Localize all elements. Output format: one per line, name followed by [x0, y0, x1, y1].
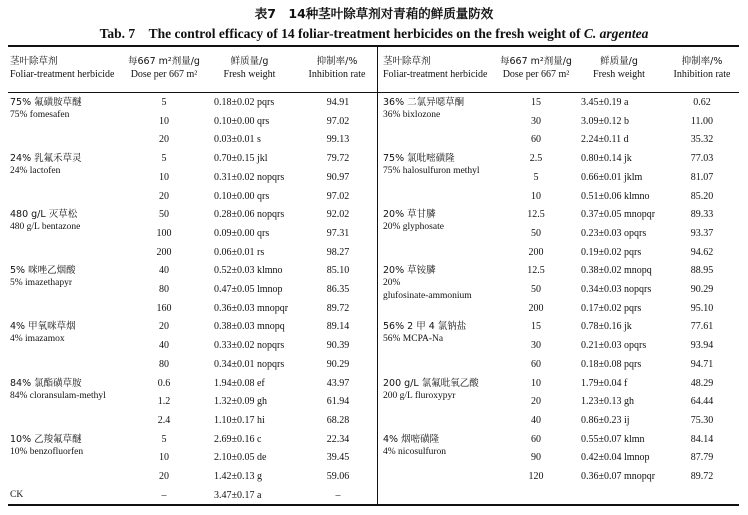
fresh-weight-cell: 0.28±0.06 nopqrs [214, 209, 285, 221]
dose-cell: 10 [159, 452, 169, 464]
fresh-weight-cell: 0.37±0.05 mnopqr [581, 209, 656, 221]
header-dose-en: Dose per 667 m² [130, 69, 198, 80]
inhibition-cell: 94.62 [690, 246, 714, 258]
table-caption-en [0, 22, 748, 42]
inhibition-cell: 89.72 [690, 471, 714, 482]
herbicide-name-en: 24% lactofen [10, 166, 61, 177]
dose-cell: 80 [159, 358, 169, 370]
header-fw-cn: 鲜质量/g [600, 56, 638, 67]
dose-cell: 120 [528, 471, 544, 482]
dose-cell: 160 [156, 302, 172, 314]
inhibition-cell: 64.44 [690, 396, 714, 408]
herbicide-name [383, 433, 495, 459]
dose-cell: 50 [531, 284, 541, 295]
dose-cell: 50 [159, 209, 169, 221]
inhibition-cell: 93.37 [690, 227, 714, 239]
caption-en-text: Tab. 7 The control efficacy of 14 foliar-treatment herbicides on the fresh weight of [99, 26, 584, 41]
herbicide-name [383, 96, 495, 122]
inhibition-cell: 79.72 [326, 153, 350, 165]
header-dose-left [128, 55, 200, 81]
header-inh-cn: 抑制率/% [681, 56, 723, 67]
herbicide-name-en: 36% bixlozone [383, 110, 441, 120]
dose-cell: 60 [531, 433, 541, 445]
dose-cell: 12.5 [527, 265, 545, 277]
herbicide-name-cn: 84% 氯酯磺草胺 [10, 377, 82, 389]
header-dose-en: Dose per 667 m² [502, 69, 570, 80]
fresh-weight-cell: 0.86±0.23 ij [581, 414, 630, 426]
dose-cell: 5 [533, 171, 539, 183]
herbicide-name-cn: 20% 草铵膦 [383, 265, 436, 277]
inhibition-cell: 90.39 [326, 340, 350, 352]
inhibition-cell: 90.29 [690, 284, 714, 295]
fresh-weight-cell: 1.79±0.04 f [581, 377, 628, 389]
fresh-weight-cell: 2.69±0.16 c [214, 433, 262, 445]
herbicide-name-en: 84% cloransulam-methyl [10, 390, 106, 401]
inhibition-cell: 97.02 [326, 190, 350, 202]
inhibition-cell: 88.95 [690, 265, 714, 277]
herbicide-name [383, 377, 495, 403]
dose-cell: 40 [159, 265, 169, 277]
header-dose-cn: 每667 m²剂量/g [128, 56, 200, 67]
inhibition-cell: 77.61 [690, 321, 714, 333]
herbicide-name-en: CK [10, 489, 24, 500]
fresh-weight-cell: 0.52±0.03 klmno [214, 265, 283, 277]
herbicide-name-en: 75% fomesafen [10, 110, 70, 120]
inhibition-cell: 89.14 [326, 321, 350, 333]
table-caption-cn: 表7 14种茎叶除草剂对青葙的鲜质量防效 [254, 6, 494, 21]
inhibition-cell: 90.29 [326, 358, 350, 370]
header-inh-en: Inhibition rate [308, 69, 366, 80]
fresh-weight-cell: 0.47±0.05 lmnop [214, 284, 283, 295]
inhibition-cell: 89.72 [326, 302, 350, 314]
dose-cell: 40 [531, 414, 541, 426]
dose-cell: 90 [531, 452, 541, 464]
herbicide-name-en: 20% glyphosate [383, 222, 444, 233]
herbicide-name-en: 5% imazethapyr [10, 278, 72, 289]
inhibition-cell: – [335, 489, 341, 501]
fresh-weight-cell: 0.03±0.01 s [214, 134, 261, 146]
fresh-weight-cell: 0.21±0.03 opqrs [581, 340, 647, 352]
dose-cell: 15 [531, 321, 541, 333]
caption-species: C. argentea [583, 26, 649, 41]
dose-cell: 20 [159, 190, 169, 202]
fresh-weight-cell: 0.09±0.00 qrs [214, 227, 270, 239]
inhibition-cell: 94.91 [326, 97, 350, 108]
dose-cell: 40 [159, 340, 169, 352]
fresh-weight-cell: 0.36±0.07 mnopqr [581, 471, 656, 482]
fresh-weight-cell: 0.10±0.00 qrs [214, 190, 270, 202]
herbicide-name-en: 20% [383, 278, 401, 289]
fresh-weight-cell: 0.55±0.07 klmn [581, 433, 645, 445]
herbicide-name [10, 96, 125, 122]
inhibition-cell: 94.71 [690, 358, 714, 370]
header-dose-cn: 每667 m²剂量/g [500, 56, 572, 67]
header-fw-cn: 鲜质量/g [230, 56, 269, 67]
herbicide-name-cn: 4% 烟嘧磺隆 [383, 433, 440, 445]
inhibition-cell: 93.94 [690, 340, 714, 352]
inhibition-cell: 48.29 [690, 377, 714, 389]
herbicide-name-cn: 5% 咪唑乙烟酸 [10, 265, 76, 277]
fresh-weight-cell: 1.32±0.09 gh [214, 396, 267, 408]
dose-cell: 80 [159, 284, 169, 295]
inhibition-cell: 97.31 [326, 227, 350, 239]
herbicide-name [383, 208, 495, 234]
bottom-rule [8, 504, 739, 506]
herbicide-name-cn: 75% 氯吡嘧磺隆 [383, 153, 455, 165]
header-herbicide-left [10, 55, 125, 81]
inhibition-cell: 87.79 [690, 452, 714, 464]
inhibition-cell: 95.10 [690, 302, 714, 314]
herbicide-name-en: 200 g/L fluroxypyr [383, 390, 456, 401]
inhibition-cell: 77.03 [690, 153, 714, 165]
herbicide-name-cn: 36% 二氯异噁草酮 [383, 97, 465, 108]
dose-cell: 200 [156, 246, 172, 258]
fresh-weight-cell: 0.17±0.02 pqrs [581, 302, 642, 314]
header-inh-en: Inhibition rate [673, 69, 731, 80]
fresh-weight-cell: 0.66±0.01 jklm [581, 171, 643, 183]
herbicide-name-cn: 20% 草甘膦 [383, 209, 436, 221]
inhibition-cell: 22.34 [326, 433, 350, 445]
fresh-weight-cell: 0.34±0.01 nopqrs [214, 358, 285, 370]
herbicide-name [383, 320, 495, 346]
dose-cell: 5 [161, 433, 167, 445]
fresh-weight-cell: 3.47±0.17 a [214, 489, 262, 501]
fresh-weight-cell: 0.19±0.02 pqrs [581, 246, 642, 258]
dose-cell: 50 [531, 227, 541, 239]
inhibition-cell: 84.14 [690, 433, 714, 445]
inhibition-cell: 68.28 [326, 414, 350, 426]
inhibition-cell: 0.62 [693, 97, 711, 108]
fresh-weight-cell: 2.24±0.11 d [581, 134, 629, 146]
dose-cell: 10 [531, 190, 541, 202]
herbicide-name [383, 152, 495, 178]
fresh-weight-cell: 1.23±0.13 gh [581, 396, 634, 408]
dose-cell: 5 [161, 97, 167, 108]
header-dose-right [498, 55, 574, 81]
header-inh-right [666, 55, 738, 81]
dose-cell: 100 [156, 227, 172, 239]
herbicide-name [10, 320, 125, 346]
fresh-weight-cell: 0.06±0.01 rs [214, 246, 265, 258]
fresh-weight-cell: 1.10±0.17 hi [214, 414, 265, 426]
top-rule [8, 45, 739, 47]
fresh-weight-cell: 0.70±0.15 jkl [214, 153, 268, 165]
header-herbicide-right [383, 55, 493, 81]
herbicide-name-en: 10% benzofluorfen [10, 446, 84, 457]
dose-cell: 30 [531, 340, 541, 352]
dose-cell: 60 [531, 358, 541, 370]
header-herbicide-cn: 茎叶除草剂 [10, 56, 58, 67]
fresh-weight-cell: 0.23±0.03 opqrs [581, 227, 647, 239]
fresh-weight-cell: 0.33±0.02 nopqrs [214, 340, 285, 352]
inhibition-cell: 35.32 [690, 134, 714, 146]
inhibition-cell: 86.35 [326, 284, 350, 295]
dose-cell: 20 [159, 321, 169, 333]
inhibition-cell: 75.30 [690, 414, 714, 426]
dose-cell: 200 [528, 246, 544, 258]
dose-cell: 30 [531, 115, 541, 127]
header-fw-left [212, 55, 287, 81]
herbicide-name-cn: 200 g/L 氯氟吡氧乙酸 [383, 377, 479, 389]
fresh-weight-cell: 0.31±0.02 nopqrs [214, 171, 285, 183]
fresh-weight-cell: 0.42±0.04 lmnop [581, 452, 650, 464]
herbicide-name [383, 264, 495, 303]
fresh-weight-cell: 0.18±0.08 pqrs [581, 358, 642, 370]
dose-cell: 2.5 [529, 153, 543, 165]
herbicide-name-cn: 480 g/L 灭草松 [10, 209, 78, 221]
fresh-weight-cell: 1.42±0.13 g [214, 471, 262, 482]
fresh-weight-cell: 0.10±0.00 qrs [214, 115, 270, 127]
herbicide-name-cn: 24% 乳氟禾草灵 [10, 153, 82, 165]
herbicide-name-en: 75% halosulfuron methyl [383, 166, 480, 177]
fresh-weight-cell: 2.10±0.05 de [214, 452, 267, 464]
fresh-weight-cell: 0.18±0.02 pqrs [214, 97, 275, 108]
inhibition-cell: 92.02 [326, 209, 350, 221]
herbicide-name-cn: 4% 甲氧咪草烟 [10, 321, 76, 333]
inhibition-cell: 97.02 [326, 115, 350, 127]
herbicide-name [10, 264, 125, 290]
dose-cell: 15 [531, 97, 541, 108]
herbicide-name-en: 4% imazamox [10, 334, 65, 345]
inhibition-cell: 85.20 [690, 190, 714, 202]
herbicide-name-cn: 75% 氟磺胺草醚 [10, 97, 82, 108]
fresh-weight-cell: 0.36±0.03 mnopqr [214, 302, 289, 314]
inhibition-cell: 98.27 [326, 246, 350, 258]
dose-cell: 5 [161, 153, 167, 165]
center-divider [377, 46, 378, 504]
herbicide-name-en: 4% nicosulfuron [383, 446, 447, 457]
dose-cell: 10 [531, 377, 541, 389]
herbicide-name-en: 56% MCPA-Na [383, 334, 444, 345]
dose-cell: 0.6 [157, 377, 171, 389]
header-inh-left [302, 55, 372, 81]
header-fw-en: Fresh weight [223, 69, 276, 80]
dose-cell: 20 [159, 471, 169, 482]
header-herbicide-en: Foliar-treatment herbicide [10, 69, 115, 80]
header-fw-en: Fresh weight [593, 69, 645, 80]
fresh-weight-cell: 0.34±0.03 nopqrs [581, 284, 652, 295]
inhibition-cell: 61.94 [326, 396, 350, 408]
fresh-weight-cell: 3.45±0.19 a [581, 97, 629, 108]
inhibition-cell: 99.13 [326, 134, 350, 146]
herbicide-name [10, 377, 125, 403]
header-inh-cn: 抑制率/% [316, 56, 358, 67]
fresh-weight-cell: 0.38±0.02 mnopq [581, 265, 652, 277]
fresh-weight-cell: 1.94±0.08 ef [214, 377, 265, 389]
header-fw-right [580, 55, 658, 81]
herbicide-name-cn: 10% 乙羧氟草醚 [10, 433, 82, 445]
fresh-weight-cell: 3.09±0.12 b [581, 115, 629, 127]
inhibition-cell: 59.06 [326, 471, 350, 482]
dose-cell: 60 [531, 134, 541, 146]
inhibition-cell: 39.45 [326, 452, 350, 464]
herbicide-name-en: 480 g/L bentazone [10, 222, 81, 233]
herbicide-name [10, 433, 125, 459]
dose-cell: – [161, 489, 167, 501]
herbicide-name-cn: 56% 2 甲 4 氯钠盐 [383, 321, 467, 333]
fresh-weight-cell: 0.78±0.16 jk [581, 321, 632, 333]
header-rule [8, 92, 739, 93]
herbicide-name [10, 152, 125, 178]
inhibition-cell: 90.97 [326, 171, 350, 183]
inhibition-cell: 89.33 [690, 209, 714, 221]
fresh-weight-cell: 0.38±0.03 mnopq [214, 321, 285, 333]
fresh-weight-cell: 0.51±0.06 klmno [581, 190, 650, 202]
herbicide-name [10, 208, 125, 234]
fresh-weight-cell: 0.80±0.14 jk [581, 153, 632, 165]
dose-cell: 200 [528, 302, 544, 314]
header-herbicide-cn: 茎叶除草剂 [383, 56, 431, 67]
dose-cell: 10 [159, 115, 169, 127]
dose-cell: 12.5 [527, 209, 545, 221]
inhibition-cell: 81.07 [690, 171, 714, 183]
inhibition-cell: 85.10 [326, 265, 350, 277]
herbicide-name-en-cont: glufosinate-ammonium [383, 291, 472, 302]
dose-cell: 10 [159, 171, 169, 183]
dose-cell: 1.2 [157, 396, 171, 408]
dose-cell: 20 [159, 134, 169, 146]
inhibition-cell: 43.97 [326, 377, 350, 389]
header-herbicide-en: Foliar-treatment herbicide [383, 69, 488, 80]
dose-cell: 20 [531, 396, 541, 408]
inhibition-cell: 11.00 [690, 115, 714, 127]
dose-cell: 2.4 [157, 414, 171, 426]
herbicide-name [10, 489, 125, 502]
